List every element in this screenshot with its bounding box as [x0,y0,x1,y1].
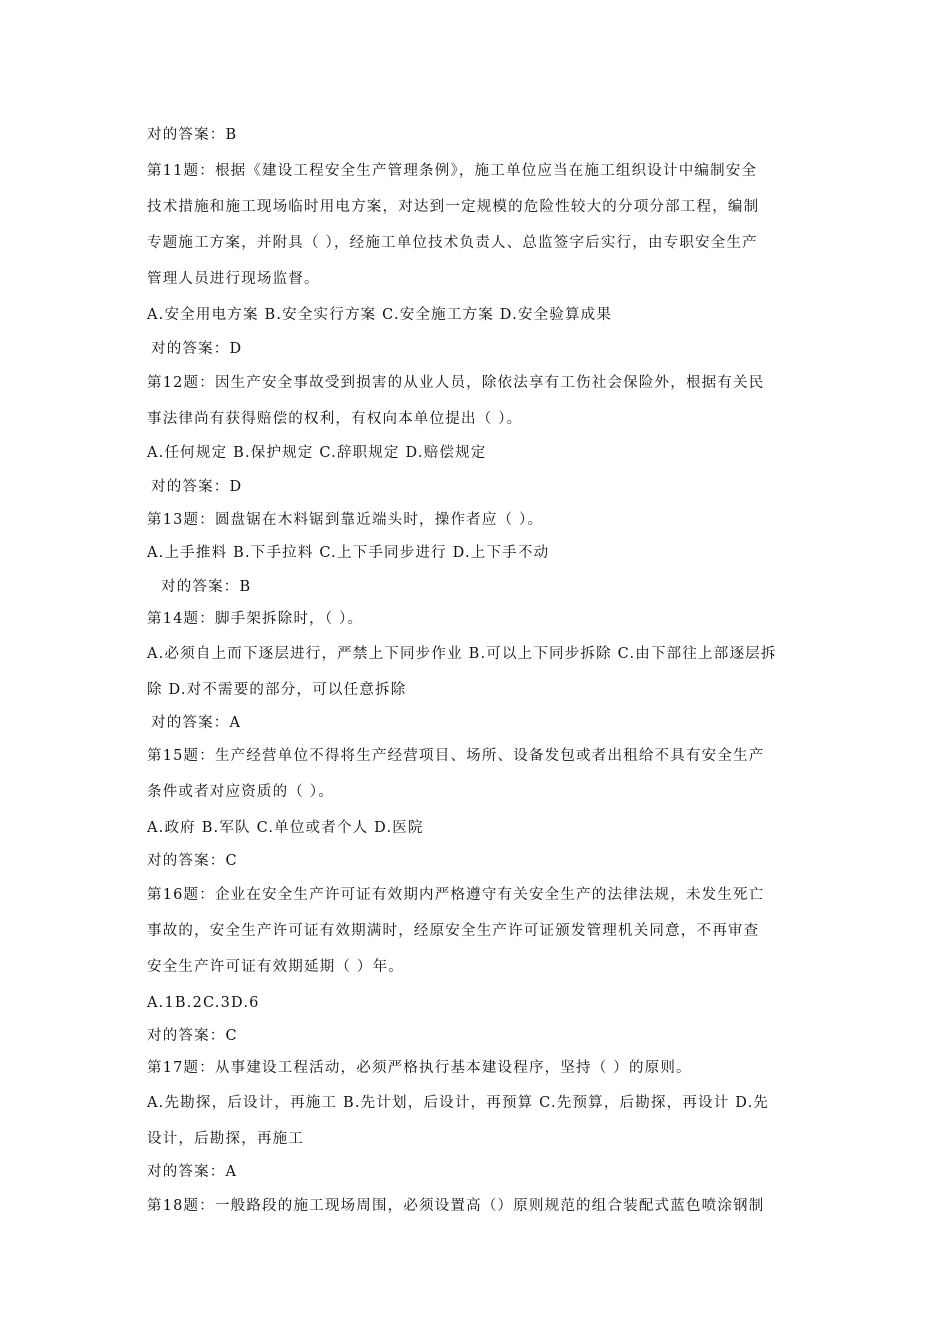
question-line: 第16题：企业在安全生产许可证有效期内严格遵守有关安全生产的法律法规，未发生死亡 [147,887,765,903]
answer-line: 对的答案：C [147,853,238,869]
options-line: A.先勘探，后设计，再施工 B.先计划，后设计，再预算 C.先预算，后勘探，再设计 D.先 [147,1095,770,1111]
options-line: A.政府 B.军队 C.单位或者个人 D.医院 [147,820,424,836]
question-line: 技术措施和施工现场临时用电方案，对达到一定规模的危险性较大的分项分部工程，编制 [147,199,760,215]
question-line: 第11题：根据《建设工程安全生产管理条例》，施工单位应当在施工组织设计中编制安全 [147,163,758,179]
options-line: 除 D.对不需要的部分，可以任意拆除 [147,682,407,698]
question-line: 第15题：生产经营单位不得将生产经营项目、场所、设备发包或者出租给不具有安全生产 [147,748,765,764]
question-line: 管理人员进行现场监督。 [147,271,320,287]
question-line: 安全生产许可证有效期延期（ ）年。 [147,959,405,975]
answer-line: 对的答案：B [161,579,252,595]
options-line: A.安全用电方案 B.安全实行方案 C.安全施工方案 D.安全验算成果 [147,307,613,323]
question-line: 第18题：一般路段的施工现场周围，必须设置高（）原则规范的组合装配式蓝色喷涂钢制 [147,1198,765,1214]
question-line: 第17题：从事建设工程活动，必须严格执行基本建设程序，坚持（ ）的原则。 [147,1060,692,1076]
options-line: 设计，后勘探，再施工 [147,1131,304,1147]
options-line: A.1B.2C.3D.6 [147,995,260,1011]
question-line: 事法律尚有获得赔偿的权利，有权向本单位提出（ ）。 [147,411,523,427]
options-line: A.必须自上而下逐层进行，严禁上下同步作业 B.可以上下同步拆除 C.由下部往上部逐层拆 [147,646,777,662]
question-line: 专题施工方案，并附具（ ），经施工单位技术负责人、总监签字后实行，由专职安全生产 [147,235,758,251]
options-line: A.任何规定 B.保护规定 C.辞职规定 D.赔偿规定 [147,445,487,461]
answer-line: 对的答案：D [151,479,243,495]
answer-line: 对的答案：D [151,341,243,357]
answer-line: 对的答案：B [147,127,238,143]
question-line: 事故的，安全生产许可证有效期满时，经原安全生产许可证颁发管理机关同意，不再审查 [147,923,760,939]
options-line: A.上手推料 B.下手拉料 C.上下手同步进行 D.上下手不动 [147,545,550,561]
answer-line: 对的答案：A [147,1164,238,1180]
question-line: 第13题：圆盘锯在木料锯到靠近端头时，操作者应（ ）。 [147,512,544,528]
question-line: 第14题：脚手架拆除时，（ ）。 [147,611,364,627]
question-line: 第12题：因生产安全事故受到损害的从业人员，除依法享有工伤社会保险外，根据有关民 [147,375,765,391]
answer-line: 对的答案：C [147,1028,238,1044]
answer-line: 对的答案：A [151,715,242,731]
question-line: 条件或者对应资质的（ ）。 [147,784,334,800]
